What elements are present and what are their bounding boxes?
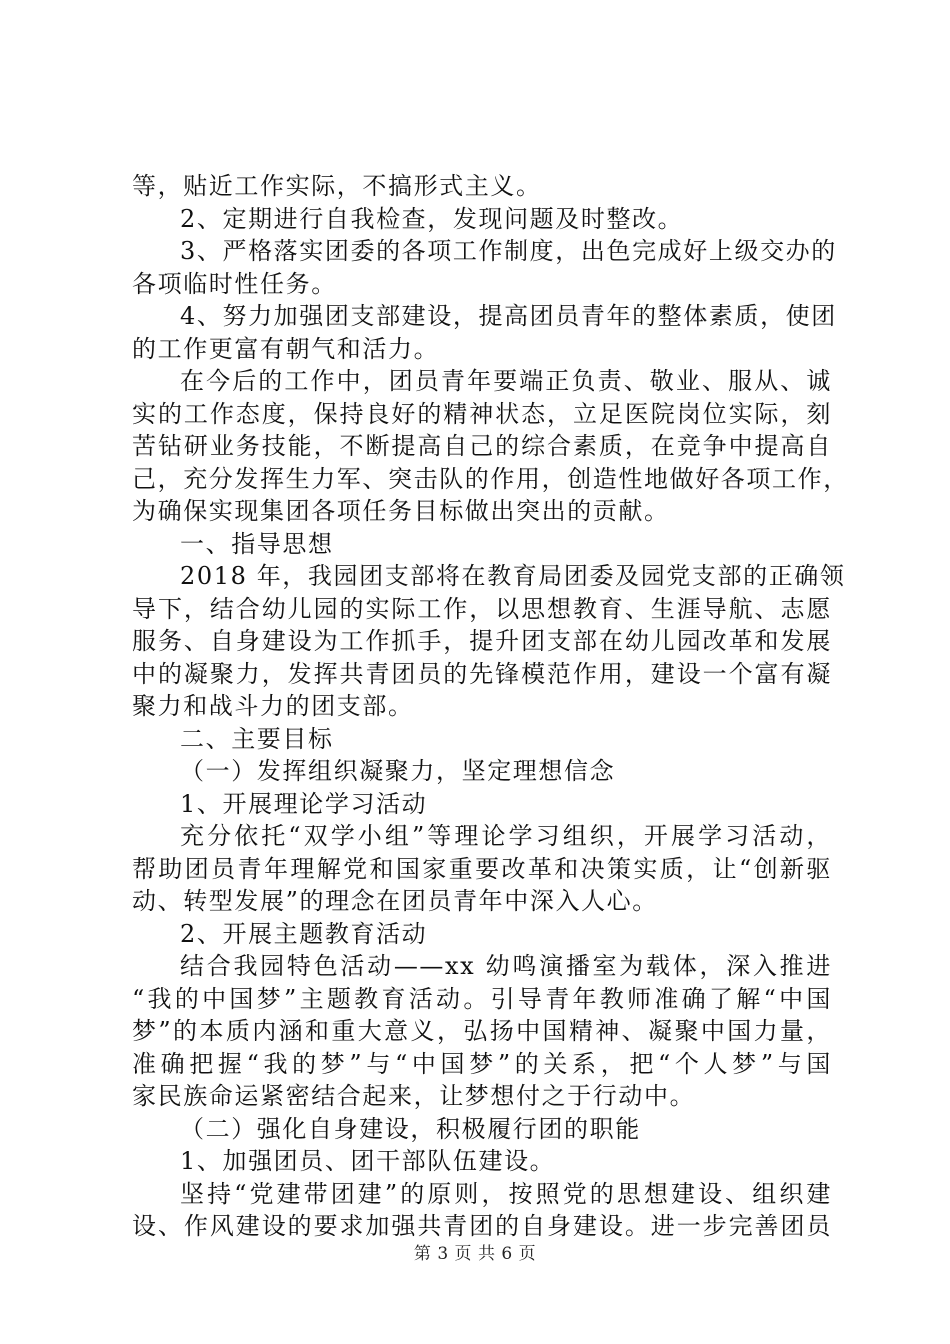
text-line: 等，贴近工作实际，不搞形式主义。 [132,172,542,200]
text-line: 在今后的工作中，团员青年要端正负责、敬业、服从、诚 [180,367,832,395]
text-line: 4、努力加强团支部建设，提高团员青年的整体素质，使团 [180,302,837,330]
text-line: 2、开展主题教育活动 [180,919,428,948]
text-line: （一）发挥组织凝聚力，坚定理想信念 [180,757,616,785]
text-line: 坚持“党建带团建”的原则，按照党的思想建设、组织建 [180,1179,832,1208]
text-line: “我的中国梦”主题教育活动。引导青年教师准确了解“中国 [132,984,832,1013]
text-line: 2018 年，我园团支部将在教育局团委及园党支部的正确领 [180,562,846,590]
page-footer: 第 3 页 共 6 页 [413,1244,537,1264]
text-line: 导下，结合幼儿园的实际工作，以思想教育、生涯导航、志愿 [132,594,832,623]
text-line: 实的工作态度，保持良好的精神状态，立足医院岗位实际，刻 [132,399,832,428]
text-line: 各项临时性任务。 [132,269,337,298]
text-line: 3、严格落实团委的各项工作制度，出色完成好上级交办的 [180,237,837,265]
text-line: 一、指导思想 [180,529,334,558]
document-body [132,170,849,1243]
text-line: 结合我园特色活动——xx 幼鸣演播室为载体，深入推进 [180,952,832,980]
text-line: 中的凝聚力，发挥共青团员的先锋模范作用，建设一个富有凝 [132,659,832,688]
text-line: 1、加强团员、团干部队伍建设。 [180,1147,556,1175]
text-line: 充分依托“双学小组”等理论学习组织，开展学习活动， [180,822,832,850]
text-line: 设、作风建设的要求加强共青团的自身建设。进一步完善团员 [132,1212,832,1240]
text-line: 1、开展理论学习活动 [180,789,428,818]
text-line: 的工作更富有朝气和活力。 [132,334,440,363]
text-line: 服务、自身建设为工作抓手，提升团支部在幼儿园改革和发展 [132,627,832,655]
text-line: 动、转型发展”的理念在团员青年中深入人心。 [132,887,658,915]
text-line: 2、定期进行自我检查，发现问题及时整改。 [180,204,684,233]
text-line: 为确保实现集团各项任务目标做出突出的贡献。 [132,497,670,525]
text-line: 聚力和战斗力的团支部。 [132,692,414,720]
text-line: 帮助团员青年理解党和国家重要改革和决策实质，让“创新驱 [132,854,832,883]
text-line: 家民族命运紧密结合起来，让梦想付之于行动中。 [132,1082,696,1110]
text-line: 苦钻研业务技能，不断提高自己的综合素质，在竞争中提高自 [132,432,832,460]
text-line: 己，充分发挥生力军、突击队的作用，创造性地做好各项工作， [132,464,849,493]
text-line: 梦”的本质内涵和重大意义，弘扬中国精神、凝聚中国力量， [132,1017,832,1045]
text-line: 准确把握“我的梦”与“中国梦”的关系，把“个人梦”与国 [132,1049,832,1078]
text-line: （二）强化自身建设，积极履行团的职能 [180,1114,641,1143]
text-line: 二、主要目标 [180,724,334,753]
